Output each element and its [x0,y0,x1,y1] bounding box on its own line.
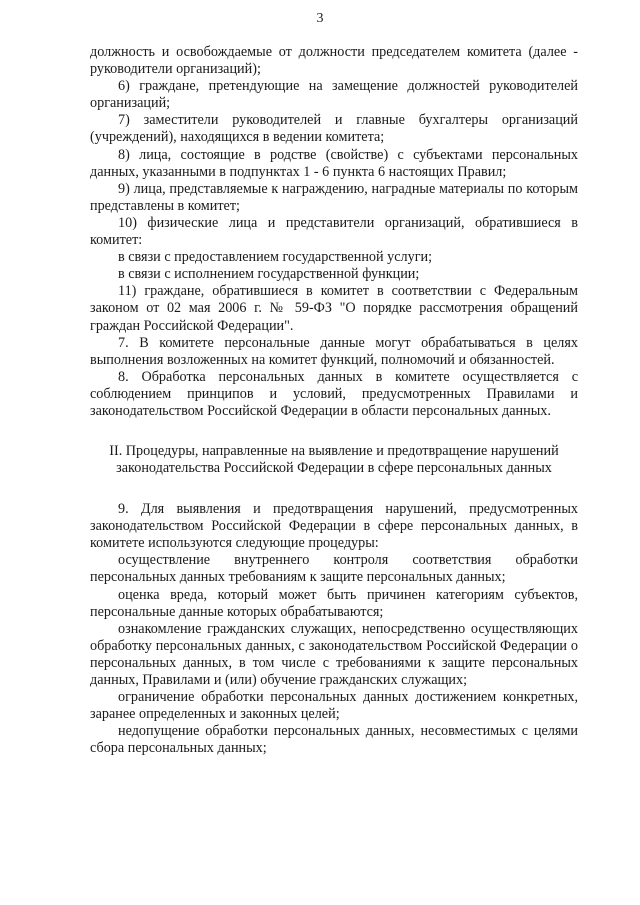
paragraph: 8. Обработка персональных данных в комитете осуществляется с соблюдением принципов и условий, предусмотренных Правилами и законодательством Российской Федерации в области персональных данных. [90,368,578,419]
paragraph: 8) лица, состоящие в родстве (свойстве) с субъектами персональных данных, указанными в подпунктах 1 - 6 пункта 6 настоящих Правил; [90,146,578,180]
paragraph: 10) физические лица и представители организаций, обратившиеся в комитет: [90,214,578,249]
paragraph: недопущение обработки персональных данных, несовместимых с целями сбора персональных данных; [90,723,578,757]
page-number: 3 [316,11,324,26]
paragraph: должность и освобождаемые от должности председателем комитета (далее - руководители организаций); [90,44,578,78]
paragraph: осуществление внутреннего контроля соответствия обработки персональных данных требованиям к защите персональных данных; [90,552,578,586]
paragraph: 6) граждане, претендующие на замещение должностей руководителей организаций; [90,78,578,112]
paragraph: 7) заместители руководителей и главные бухгалтеры организаций (учреждений), находящихся в ведении комитета; [90,112,578,146]
paragraph: 9. Для выявления и предотвращения нарушений, предусмотренных законодательством Российской Федерации в сфере персональных данных, в комитете используются следующие процедуры: [90,501,578,552]
paragraph: оценка вреда, который может быть причинен категориям субъектов, персональные данные которых обрабатываются; [90,586,578,620]
paragraph: в связи с предоставлением государственной услуги; [118,249,433,266]
paragraph: 9) лица, представляемые к награждению, наградные материалы по которым представлены в комитет; [90,180,578,214]
paragraph: 11) граждане, обратившиеся в комитет в соответствии с Федеральным законом от 02 мая 2006 г. № 59-ФЗ "О порядке рассмотрения обращений граждан Российской Федерации". [90,283,578,334]
paragraph: ознакомление гражданских служащих, непосредственно осуществляющих обработку персональных данных, с законодательством Российской Федерации о персональных данных, в том числе с требованиями к защите персональных данных, Правилами и (или) обучение гражданских служащих; [90,620,578,688]
paragraphs-top [90,44,578,420]
section-heading: II. Процедуры, направленные на выявление и предотвращение нарушений законодательства Российской Федерации в сфере персональных данных [109,443,559,476]
paragraph: в связи с исполнением государственной функции; [118,266,420,283]
paragraphs-bottom [90,501,578,757]
document-body [90,44,578,757]
paragraph: ограничение обработки персональных данных достижением конкретных, заранее определенных и законных целей; [90,689,578,723]
paragraph: 7. В комитете персональные данные могут обрабатываться в целях выполнения возложенных на комитет функций, полномочий и обязанностей. [90,334,578,368]
